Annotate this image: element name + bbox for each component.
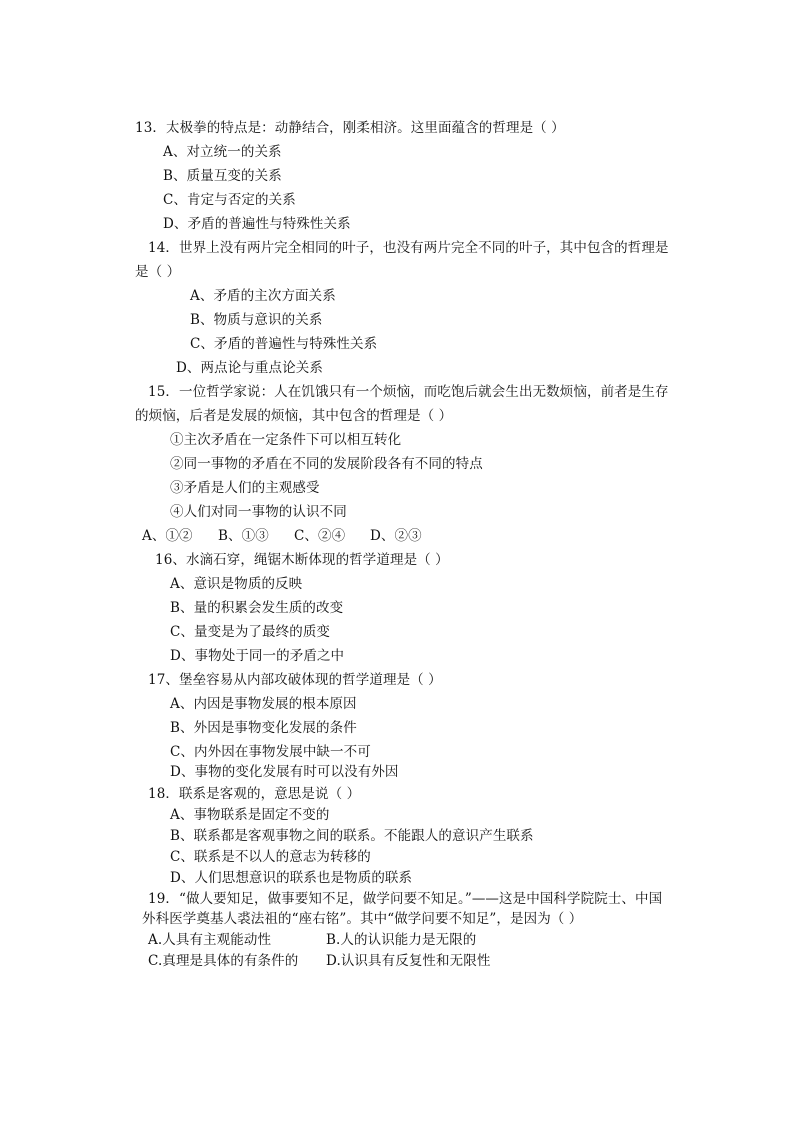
question-15-statement-4: ④人们对同一事物的认识不同 (170, 504, 347, 520)
question-17-stem: 17、堡垒容易从内部攻破体现的哲学道理是（ ） (148, 672, 442, 688)
question-19-options-row-1 (148, 930, 476, 950)
question-13-option-d: D、矛盾的普遍性与特殊性关系 (163, 216, 351, 232)
question-13-option-c: C、肯定与否定的关系 (163, 192, 296, 208)
question-17-option-c: C、内外因在事物发展中缺一不可 (170, 744, 371, 760)
question-16-option-d: D、事物处于同一的矛盾之中 (170, 648, 345, 664)
question-13-stem: 13．太极拳的特点是：动静结合，刚柔相济。这里面蕴含的哲理是（ ） (135, 120, 565, 136)
question-15-statement-1: ①主次矛盾在一定条件下可以相互转化 (170, 432, 402, 448)
question-14-stem-line-1: 14．世界上没有两片完全相同的叶子，也没有两片完全不同的叶子，其中包含的哲理是 (148, 240, 669, 256)
question-18-stem: 18．联系是客观的，意思是说（ ） (148, 786, 361, 802)
question-19-stem-line-2: 外科医学奠基人裘法祖的“座右铭”。其中“做学问要不知足”，是因为（ ） (142, 911, 583, 927)
question-18-option-c: C、联系是不以人的意志为转移的 (170, 849, 371, 865)
question-15-option-c: C、②④ (294, 528, 346, 544)
question-14-option-c: C、矛盾的普遍性与特殊性关系 (190, 336, 378, 352)
question-16-option-b: B、量的积累会发生质的改变 (170, 600, 344, 616)
question-16-option-c: C、量变是为了最终的质变 (170, 624, 331, 640)
question-19-option-b: B.人的认识能力是无限的 (326, 932, 477, 948)
question-17-option-b: B、外因是事物变化发展的条件 (170, 720, 357, 736)
question-15-stem-line-1: 15．一位哲学家说：人在饥饿只有一个烦恼，而吃饱后就会生出无数烦恼，前者是生存 (148, 384, 669, 400)
question-15-statement-3: ③矛盾是人们的主观感受 (170, 480, 320, 496)
question-13-option-a: A、对立统一的关系 (163, 144, 282, 160)
question-14-option-d: D、两点论与重点论关系 (176, 360, 323, 376)
question-14-option-a: A、矛盾的主次方面关系 (190, 288, 336, 304)
question-15-statement-2: ②同一事物的矛盾在不同的发展阶段各有不同的特点 (170, 456, 483, 472)
question-19-stem-line-1: 19．“做人要知足，做事要知不足，做学问要不知足。”——这是中国科学院院士、中国 (148, 891, 663, 907)
question-15-options-row (142, 526, 422, 546)
question-15-option-a: A、①② (142, 528, 193, 544)
question-18-option-b: B、联系都是客观事物之间的联系。不能跟人的意识产生联系 (170, 828, 534, 844)
question-19-option-d: D.认识具有反复性和无限性 (326, 953, 491, 969)
question-19-options-row-2 (148, 951, 490, 971)
question-15-stem-line-2: 的烦恼，后者是发展的烦恼，其中包含的哲理是（ ） (135, 408, 453, 424)
question-14-stem-line-2: 是（ ） (135, 264, 181, 280)
question-17-option-d: D、事物的变化发展有时可以没有外因 (170, 764, 399, 780)
question-19-option-a: A.人具有主观能动性 (148, 932, 272, 948)
question-16-option-a: A、意识是物质的反映 (170, 576, 303, 592)
question-13-option-b: B、质量互变的关系 (163, 168, 282, 184)
question-18-option-d: D、人们思想意识的联系也是物质的联系 (170, 870, 413, 886)
question-14-option-b: B、物质与意识的关系 (190, 312, 323, 328)
question-17-option-a: A、内因是事物发展的根本原因 (170, 696, 357, 712)
question-16-stem: 16、水滴石穿，绳锯木断体现的哲学道理是（ ） (155, 552, 449, 568)
question-18-option-a: A、事物联系是固定不变的 (170, 807, 330, 823)
question-15-option-d: D、②③ (370, 528, 422, 544)
question-15-option-b: B、①③ (218, 528, 269, 544)
question-19-option-c: C.真理是具体的有条件的 (148, 953, 299, 969)
